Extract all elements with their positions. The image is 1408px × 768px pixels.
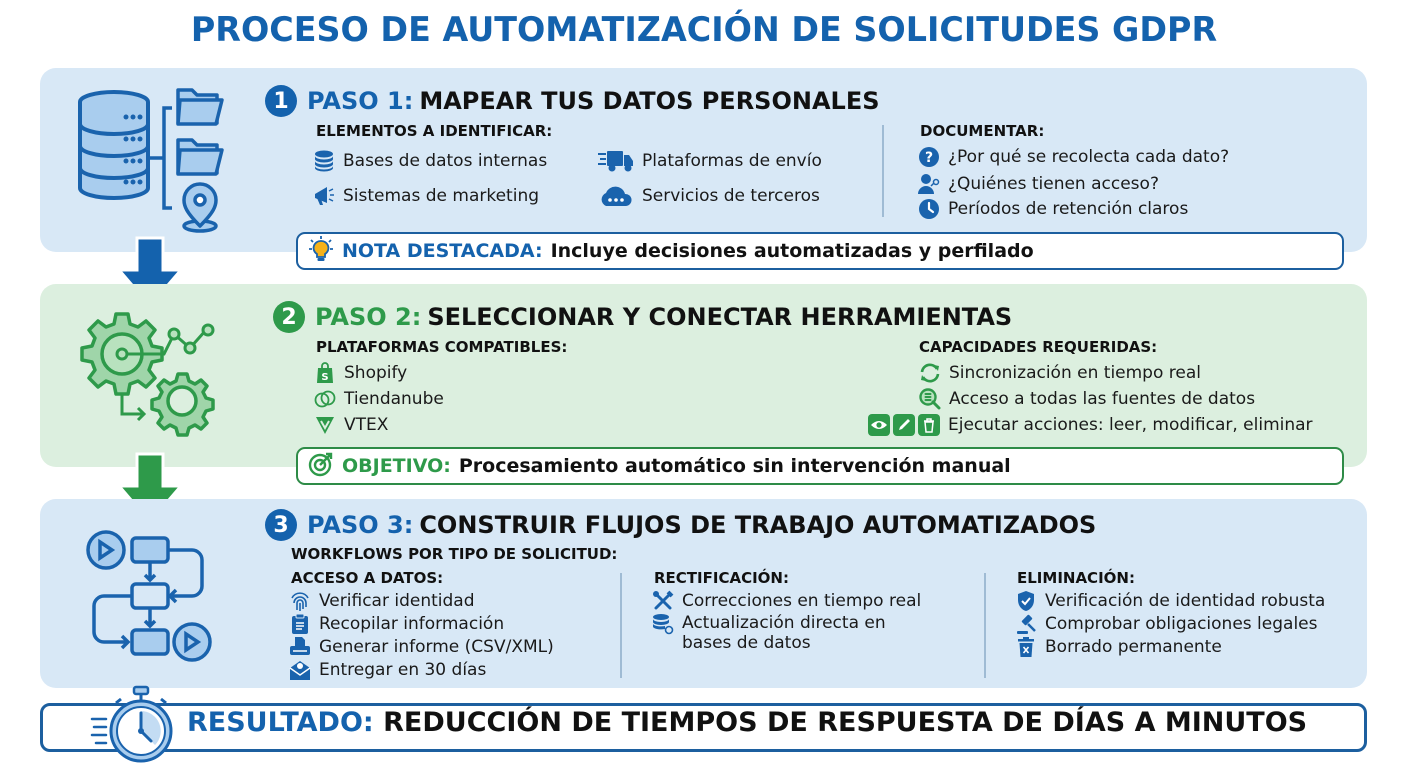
access-item-deliver: Entregar en 30 días [289,659,486,681]
search-database-icon [919,388,941,410]
document-item-why: ? ¿Por qué se recolecta cada dato? [918,146,1229,168]
deletion-heading: ELIMINACIÓN: [1017,569,1135,587]
pencil-icon [893,414,915,436]
access-item-verify: Verificar identidad [289,590,474,612]
platform-item-shopify: S Shopify [314,362,407,384]
step-label: PASO 2: [315,303,422,331]
lightbulb-icon [308,235,334,268]
step-label: PASO 1: [307,87,414,115]
step-title: MAPEAR TUS DATOS PERSONALES [419,87,880,115]
sync-icon [919,362,941,384]
result-label: RESULTADO: [187,707,374,738]
svg-text:S: S [321,372,329,383]
gavel-icon [1015,613,1037,635]
printer-report-icon [289,636,311,658]
clock-icon [918,198,940,220]
deletion-item-verify: Verificación de identidad robusta [1015,590,1325,612]
stopwatch-icon [90,685,180,768]
shield-check-icon [1015,590,1037,612]
page-title: PROCESO DE AUTOMATIZACIÓN DE SOLICITUDES GDPR [190,10,1218,50]
svg-text:?: ? [924,150,934,166]
workflows-heading: WORKFLOWS POR TIPO DE SOLICITUD: [291,545,618,563]
cloud-icon [598,185,634,207]
step-2-header [273,301,1012,333]
step-number-badge: 1 [265,85,297,117]
highlight-note [296,232,1344,270]
capability-item-sync: Sincronización en tiempo real [919,362,1201,384]
identify-item-shipping: Plataformas de envío [598,150,822,172]
platform-item-tiendanube: Tiendanube [314,388,444,410]
tiendanube-cloud-icon [314,388,336,410]
workflow-diagram-icon [84,528,216,668]
database-folders-location-icon [72,86,232,240]
note-text: Incluye decisiones automatizadas y perfilado [550,240,1034,262]
step-number-badge: 2 [273,301,305,333]
platform-item-vtex: VTEX [314,414,388,436]
shopify-bag-icon [314,362,336,384]
objective-text: Procesamiento automático sin intervención manual [458,455,1011,477]
divider [882,125,884,217]
access-item-collect: Recopilar información [289,613,504,635]
platforms-heading: PLATAFORMAS COMPATIBLES: [316,338,568,356]
step-title: SELECCIONAR Y CONECTAR HERRAMIENTAS [427,303,1013,331]
clipboard-icon [289,613,311,635]
megaphone-icon [313,185,335,207]
trash-icon [1015,636,1037,658]
step-1-header [265,85,880,117]
step-label: PASO 3: [307,511,414,539]
step-3-header [265,509,1096,541]
truck-icon [598,150,634,172]
view-edit-delete-icons [868,414,940,436]
divider [620,573,622,678]
step-title: CONSTRUIR FLUJOS DE TRABAJO AUTOMATIZADOS [419,511,1097,539]
result-statement [187,707,1307,738]
fingerprint-icon [289,590,311,612]
database-gear-icon [652,613,674,635]
trash-icon [918,414,940,436]
tools-icon [652,590,674,612]
document-item-who: ¿Quiénes tienen acceso? [918,173,1159,195]
objective-note [296,447,1344,485]
question-icon [918,146,940,168]
capabilities-heading: CAPACIDADES REQUERIDAS: [919,338,1158,356]
target-icon [308,451,334,482]
capability-item-actions: Ejecutar acciones: leer, modificar, eliminar [868,414,1313,436]
rectification-item-corrections: Correcciones en tiempo real [652,590,921,612]
envelope-icon [289,659,311,681]
access-heading: ACCESO A DATOS: [291,569,444,587]
note-label: NOTA DESTACADA: [342,240,543,262]
document-heading: DOCUMENTAR: [920,122,1045,140]
identify-item-marketing: Sistemas de marketing [313,185,539,207]
result-text: REDUCCIÓN DE TIEMPOS DE RESPUESTA DE DÍAS A MINUTOS [383,707,1308,738]
gears-network-icon [78,310,228,454]
deletion-item-permanent: Borrado permanente [1015,636,1222,658]
capability-item-access: Acceso a todas las fuentes de datos [919,388,1255,410]
divider [984,573,986,678]
objective-label: OBJETIVO: [342,455,451,477]
identify-item-databases: Bases de datos internas [313,150,547,172]
vtex-icon [314,414,336,436]
identify-item-third-party: Servicios de terceros [598,185,820,207]
database-icon [313,150,335,172]
step-number-badge: 3 [265,509,297,541]
user-key-icon [918,173,940,195]
access-item-report: Generar informe (CSV/XML) [289,636,554,658]
deletion-item-legal: Comprobar obligaciones legales [1015,613,1317,635]
rectification-heading: RECTIFICACIÓN: [654,569,789,587]
identify-heading: ELEMENTOS A IDENTIFICAR: [316,122,553,140]
eye-icon [868,414,890,436]
document-item-retention: Períodos de retención claros [918,198,1188,220]
rectification-item-db-update: Actualización directa en bases de datos [652,613,886,653]
